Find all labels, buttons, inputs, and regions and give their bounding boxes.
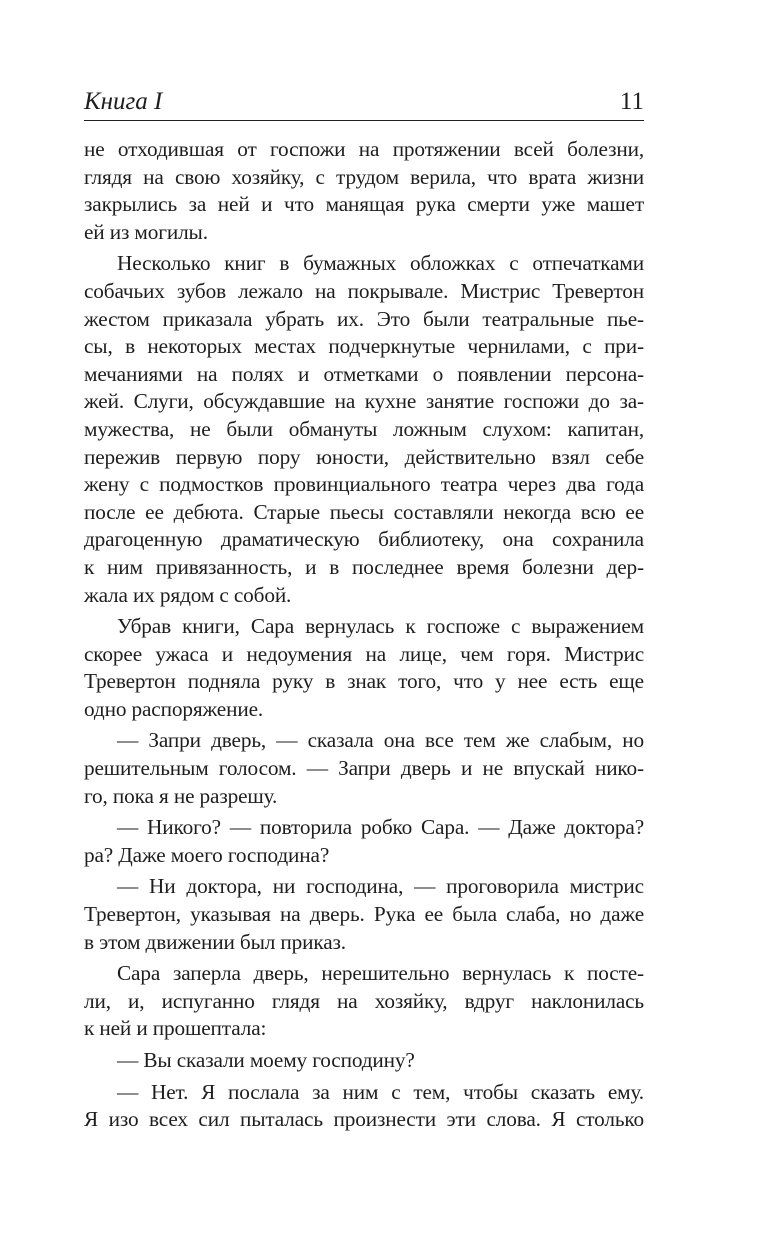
text-line: Я изо всех сил пыталась произнести эти слова. Я столько — [84, 1107, 644, 1132]
text-line: решительным голосом. — Запри дверь и не впускай нико- — [84, 756, 644, 781]
text-line: не отходившая от госпожи на протяжении всей болезни, — [84, 137, 644, 161]
text-line: глядя на свою хозяйку, с трудом верила, что врата жизни — [84, 164, 644, 189]
page-number: 11 — [619, 88, 644, 115]
text-line: жала их рядом с собой. — [84, 582, 292, 607]
text-line: мечаниями на полях и отметками о появлении персона- — [84, 361, 644, 386]
paragraph — [84, 1047, 644, 1075]
paragraph — [84, 727, 644, 810]
text-line: одно распоряжение. — [84, 696, 264, 721]
text-line: — Ни доктора, ни господина, — проговорила мистрис — [117, 874, 644, 899]
running-header — [84, 86, 644, 121]
text-line: жестом приказала убрать их. Это были театральные пье- — [84, 306, 644, 331]
body-text — [84, 136, 644, 1134]
paragraph — [84, 960, 644, 1043]
text-line: го, пока я не разрешу. — [84, 783, 278, 808]
text-line: к ней и прошептала: — [84, 1016, 267, 1041]
text-line: Несколько книг в бумажных обложках с отпечатками — [117, 251, 644, 276]
text-line: после ее дебюта. Старые пьесы составляли некогда всю ее — [84, 499, 644, 524]
paragraph — [84, 1079, 644, 1134]
text-line: жей. Слуги, обсуждавшие на кухне занятие госпожи до за- — [84, 389, 644, 414]
paragraph — [84, 873, 644, 956]
text-line: мужества, не были обмануты ложным слухом: капитан, — [84, 416, 644, 441]
text-line: Тревертон подняла руку в знак того, что у нее есть еще — [84, 669, 644, 694]
paragraph — [84, 814, 644, 869]
text-line: драгоценную драматическую библиотеку, она сохранила — [84, 527, 644, 552]
text-line: скорее ужаса и недоумения на лице, чем горя. Мистрис — [84, 641, 644, 666]
text-line: закрылись за ней и что манящая рука смерти уже машет — [84, 192, 644, 217]
text-line: жену с подмостков провинциального театра через два года — [84, 472, 644, 497]
text-line: собачьих зубов лежало на покрывале. Мистрис Тревертон — [84, 278, 644, 303]
text-line: Убрав книги, Сара вернулась к госпоже с выражением — [117, 614, 644, 639]
text-line: сы, в некоторых местах подчеркнутые чернилами, с при- — [84, 334, 644, 359]
paragraph — [84, 613, 644, 723]
text-line: ра? Даже моего господина? — [84, 842, 330, 867]
text-line: — Запри дверь, — сказала она все тем же слабым, но — [117, 728, 644, 753]
text-line: Сара заперла дверь, нерешительно вернулась к посте- — [117, 961, 644, 986]
paragraph — [84, 136, 644, 246]
text-line: ей из могилы. — [84, 219, 208, 244]
text-line: ли, и, испуганно глядя на хозяйку, вдруг наклонилась — [84, 988, 644, 1013]
text-line: Тревертон, указывая на дверь. Рука ее была слаба, но даже — [84, 902, 644, 927]
text-line: — Нет. Я послала за ним с тем, чтобы сказать ему. — [117, 1079, 644, 1104]
text-line: к ним привязанность, и в последнее время болезни дер- — [84, 554, 644, 579]
paragraph — [84, 250, 644, 609]
text-line: — Вы сказали моему господину? — [117, 1048, 415, 1072]
text-line: пережив первую пору юности, действительно взял себе — [84, 444, 644, 469]
running-header-title: Книга I — [84, 88, 163, 115]
text-line: в этом движении был приказ. — [84, 929, 346, 954]
text-line: — Никого? — повторила робко Сара. — Даже доктора? — [117, 815, 644, 840]
